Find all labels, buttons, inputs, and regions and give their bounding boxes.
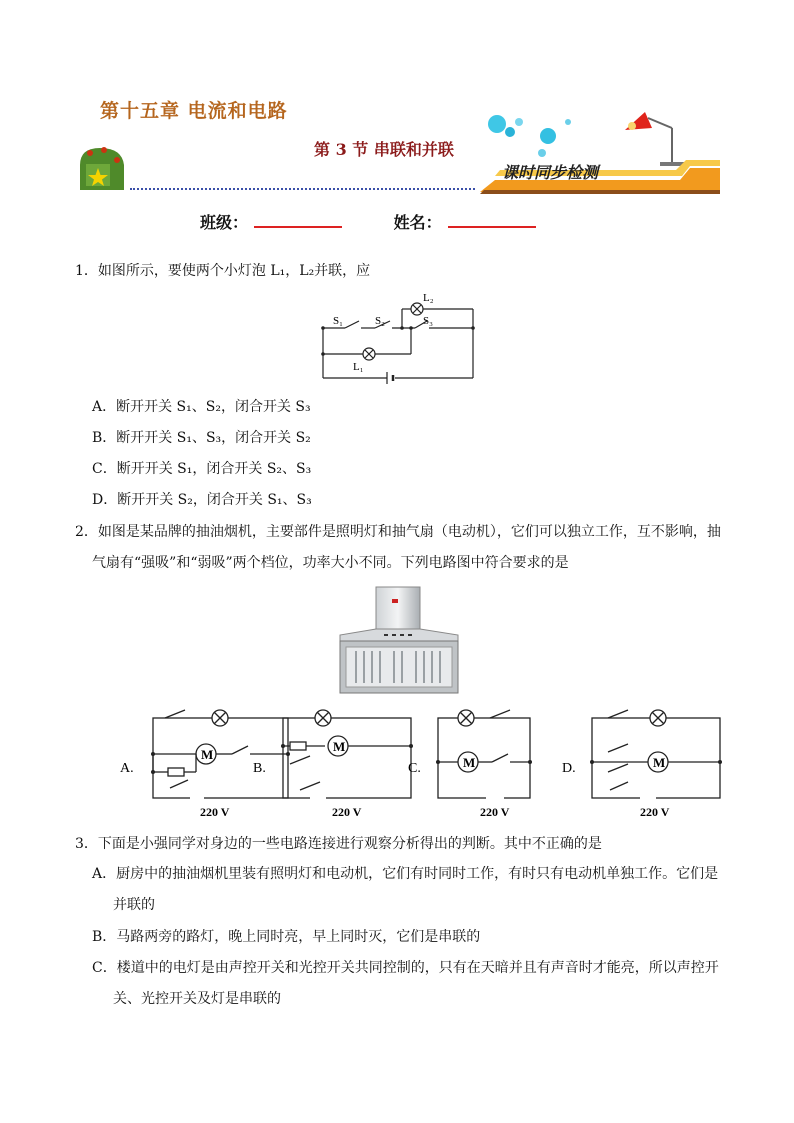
range-hood-image — [336, 585, 462, 697]
q3-option-a[interactable]: A．厨房中的抽油烟机里装有照明灯和电动机，它们有时同时工作，有时只有电动机单独工作。它们是 — [92, 866, 719, 882]
q3-option-c[interactable]: C．楼道中的电灯是由声控开关和光控开关共同控制的，只有在天暗并且有声音时才能亮，所以声控开 — [92, 960, 719, 976]
choice-a[interactable]: A. — [120, 761, 134, 776]
student-info-row — [200, 210, 582, 233]
q1-option-c[interactable]: C．断开开关 S₁，闭合开关 S₂、S₃ — [92, 461, 312, 477]
label-s1: S₁ — [333, 315, 343, 327]
header-dotted-line — [130, 188, 475, 190]
star-emblem-icon — [80, 147, 124, 190]
label-l1: L₁ — [353, 361, 364, 373]
choice-b[interactable]: B. — [253, 761, 266, 776]
question-3-stem: 3．下面是小强同学对身边的一些电路连接进行观察分析得出的判断。其中不正确的是 — [75, 836, 602, 852]
choice-c[interactable]: C. — [408, 761, 421, 776]
motor-d: M — [653, 755, 666, 770]
desk-lamp-icon — [625, 112, 684, 166]
q1-option-d[interactable]: D．断开开关 S₂，闭合开关 S₁、S₃ — [92, 492, 312, 508]
q1-circuit-diagram — [315, 290, 485, 390]
voltage-a: 220 V — [200, 805, 230, 819]
motor-a: M — [201, 747, 214, 762]
voltage-d: 220 V — [640, 805, 670, 819]
label-s2: S₂ — [375, 315, 385, 327]
banner-label: 课时同步检测 — [502, 163, 599, 182]
q2-circuit-options — [110, 708, 730, 823]
question-2-stem-line1: 2．如图是某品牌的抽油烟机，主要部件是照明灯和抽气扇（电动机），它们可以独立工作，互不影响，抽 — [75, 524, 721, 540]
q3-option-a-cont: 并联的 — [113, 897, 155, 913]
label-l2: L₂ — [423, 292, 434, 304]
q1-option-b[interactable]: B．断开开关 S₁、S₃，闭合开关 S₂ — [92, 430, 311, 446]
voltage-c: 220 V — [480, 805, 510, 819]
q3-option-c-cont: 关、光控开关及灯是串联的 — [113, 991, 281, 1007]
bubbles-icon — [488, 115, 571, 157]
motor-b: M — [333, 739, 346, 754]
q3-option-b[interactable]: B．马路两旁的路灯，晚上同时亮，早上同时灭，它们是串联的 — [92, 929, 481, 945]
section-title: 第 3 节 串联和并联 — [314, 140, 454, 159]
class-blank[interactable] — [254, 212, 342, 228]
name-label: 姓名： — [393, 213, 442, 232]
q1-option-a[interactable]: A．断开开关 S₁、S₂，闭合开关 S₃ — [92, 399, 311, 415]
chapter-title: 第十五章 电流和电路 — [100, 100, 288, 122]
question-2-stem-line2: 气扇有“强吸”和“弱吸”两个档位，功率大小不同。下列电路图中符合要求的是 — [92, 555, 569, 571]
question-1-stem: 1．如图所示，要使两个小灯泡 L₁，L₂并联，应 — [75, 263, 371, 279]
motor-c: M — [463, 755, 476, 770]
label-s3: S₃ — [423, 315, 433, 327]
voltage-b: 220 V — [332, 805, 362, 819]
choice-d[interactable]: D. — [562, 761, 576, 776]
class-label: 班级： — [200, 213, 249, 232]
name-blank[interactable] — [448, 212, 536, 228]
